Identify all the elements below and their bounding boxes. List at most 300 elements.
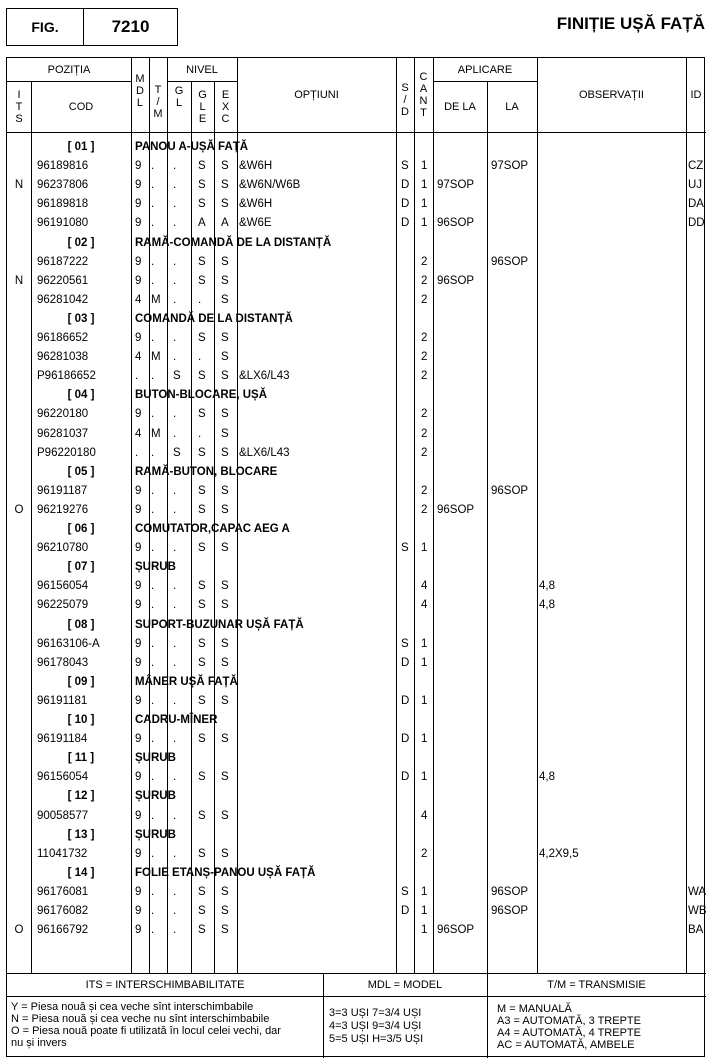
exc-value: S bbox=[221, 599, 229, 612]
exc-value: S bbox=[221, 503, 229, 516]
exc-value: S bbox=[221, 255, 229, 268]
exc-value: S bbox=[221, 771, 229, 784]
parts-table bbox=[6, 57, 705, 1057]
tm-value: . bbox=[151, 885, 155, 898]
section-title: CADRU-MÎNER bbox=[135, 714, 218, 726]
cant-value: 2 bbox=[421, 351, 428, 364]
cant-value: 2 bbox=[421, 847, 428, 860]
tm-value: . bbox=[151, 255, 155, 268]
gle-value: . bbox=[198, 351, 202, 364]
gle-value: S bbox=[198, 885, 206, 898]
tm-value: . bbox=[151, 198, 155, 211]
header-gle: G L E bbox=[198, 88, 207, 125]
header-la: LA bbox=[505, 100, 519, 113]
gl-value: . bbox=[173, 542, 177, 555]
sd-value: D bbox=[401, 733, 410, 746]
gle-value: S bbox=[198, 370, 206, 383]
cant-value: 2 bbox=[421, 255, 428, 268]
part-code: P96186652 bbox=[37, 370, 96, 383]
tm-value: . bbox=[151, 580, 155, 593]
part-code: 96191181 bbox=[37, 694, 88, 707]
cant-value: 2 bbox=[421, 503, 428, 516]
legend-its-line: O = Piesa nouă poate fi utilizată în locul celei vechi, dar bbox=[11, 1025, 281, 1037]
tm-value: . bbox=[151, 733, 155, 746]
part-code: 96189818 bbox=[37, 198, 89, 211]
part-code: 96191184 bbox=[37, 733, 88, 746]
cant-value: 2 bbox=[421, 484, 428, 497]
mdl-value: 9 bbox=[135, 580, 142, 593]
cant-value: 1 bbox=[421, 179, 428, 192]
gle-value: . bbox=[198, 293, 202, 306]
part-code: 96219276 bbox=[37, 503, 89, 516]
sd-value: S bbox=[401, 637, 409, 650]
observatii-value: 4,2X9,5 bbox=[539, 847, 579, 860]
cant-value: 1 bbox=[421, 733, 428, 746]
gle-value: S bbox=[198, 332, 206, 344]
part-code: 96166792 bbox=[37, 924, 89, 937]
gle-value: S bbox=[198, 847, 206, 860]
header-observatii: OBSERVAȚII bbox=[578, 89, 644, 101]
gl-value: . bbox=[173, 637, 177, 650]
gle-value: S bbox=[198, 179, 206, 192]
header-exc: E X C bbox=[221, 88, 230, 125]
tm-value: . bbox=[151, 484, 155, 497]
observatii-value: 4,8 bbox=[539, 599, 555, 612]
option-value: &W6H bbox=[239, 160, 273, 173]
part-code: 96176081 bbox=[37, 885, 89, 898]
exc-value: S bbox=[221, 694, 229, 707]
legend-mdl-line: 4=3 UȘI 9=3/4 UȘI bbox=[329, 1020, 422, 1032]
de-la-value: 97SOP bbox=[437, 179, 475, 192]
gl-value: S bbox=[173, 370, 181, 383]
de-la-value: 96SOP bbox=[437, 503, 475, 516]
legend-its-line: Y = Piesa nouă și cea veche sînt interschimbabile bbox=[11, 1001, 254, 1013]
mdl-value: 4 bbox=[135, 293, 142, 306]
section-title: COMUTATOR,CAPAC AEG A bbox=[135, 523, 290, 535]
section-title: SUPORT-BUZUNAR UȘĂ FAȚĂ bbox=[135, 618, 304, 631]
option-value: &W6H bbox=[239, 198, 273, 211]
exc-value: S bbox=[221, 351, 229, 364]
cant-value: 2 bbox=[421, 370, 428, 383]
part-code: 96210780 bbox=[37, 542, 89, 555]
cant-value: 2 bbox=[421, 332, 428, 344]
gle-value: S bbox=[198, 771, 206, 784]
gl-value: . bbox=[173, 198, 177, 211]
part-code: 96186652 bbox=[37, 332, 89, 344]
cant-value: 1 bbox=[421, 637, 428, 650]
exc-value: S bbox=[221, 160, 229, 173]
section-title: ȘURUB bbox=[135, 828, 176, 841]
cant-value: 4 bbox=[421, 809, 428, 822]
exc-value: S bbox=[221, 408, 229, 421]
tm-value: . bbox=[151, 408, 155, 421]
its-value: O bbox=[14, 503, 24, 516]
id-value: DA bbox=[688, 198, 704, 211]
gl-value: . bbox=[173, 656, 177, 669]
mdl-value: 9 bbox=[135, 847, 142, 860]
mdl-value: 9 bbox=[135, 503, 142, 516]
gl-value: . bbox=[173, 484, 177, 497]
cant-value: 1 bbox=[421, 771, 428, 784]
position-number: [ 11 ] bbox=[67, 752, 95, 765]
cant-value: 1 bbox=[421, 217, 428, 230]
section-title: ȘURUB bbox=[135, 752, 176, 765]
section-title: COMANDĂ DE LA DISTANȚĂ bbox=[135, 312, 293, 325]
part-code: 96178043 bbox=[37, 656, 89, 669]
position-number: [ 06 ] bbox=[67, 523, 95, 535]
tm-value: . bbox=[151, 446, 155, 459]
cant-value: 1 bbox=[421, 694, 428, 707]
section-title: ȘURUB bbox=[135, 790, 176, 803]
header-de-la: DE LA bbox=[444, 100, 476, 113]
tm-value: . bbox=[151, 905, 155, 917]
section-title: RAMĂ-BUTON, BLOCARE bbox=[135, 465, 278, 478]
exc-value: S bbox=[221, 179, 229, 192]
tm-value: . bbox=[151, 332, 155, 344]
gl-value: . bbox=[173, 580, 177, 593]
cant-value: 1 bbox=[421, 542, 428, 555]
gle-value: S bbox=[198, 924, 206, 937]
de-la-value: 96SOP bbox=[437, 924, 475, 937]
exc-value: S bbox=[221, 427, 229, 440]
observatii-value: 4,8 bbox=[539, 580, 555, 593]
la-value: 96SOP bbox=[491, 905, 529, 917]
tm-value: . bbox=[151, 370, 155, 383]
tm-value: M bbox=[151, 293, 161, 306]
its-value: O bbox=[14, 924, 24, 937]
sd-value: D bbox=[401, 198, 410, 211]
column-divider bbox=[396, 58, 397, 973]
exc-value: S bbox=[221, 293, 229, 306]
position-number: [ 01 ] bbox=[67, 141, 95, 153]
part-code: 96156054 bbox=[37, 580, 89, 593]
tm-value: . bbox=[151, 694, 155, 707]
mdl-value: 9 bbox=[135, 179, 142, 192]
option-value: &LX6/L43 bbox=[239, 446, 290, 459]
mdl-value: 9 bbox=[135, 771, 142, 784]
part-code: 96176082 bbox=[37, 905, 89, 917]
mdl-value: 9 bbox=[135, 274, 142, 287]
gl-value: . bbox=[173, 694, 177, 707]
gle-value: S bbox=[198, 503, 206, 516]
gle-value: S bbox=[198, 905, 206, 917]
option-value: &W6N/W6B bbox=[239, 179, 301, 192]
sd-value: S bbox=[401, 160, 409, 173]
gle-value: S bbox=[198, 580, 206, 593]
id-value: WB bbox=[688, 905, 707, 917]
mdl-value: 9 bbox=[135, 809, 142, 822]
mdl-value: 9 bbox=[135, 255, 142, 268]
header-bottom-line bbox=[7, 132, 706, 133]
cant-value: 2 bbox=[421, 293, 428, 306]
la-value: 96SOP bbox=[491, 255, 529, 268]
tm-value: . bbox=[151, 847, 155, 860]
header-nivel: NIVEL bbox=[186, 63, 218, 76]
id-value: WA bbox=[688, 885, 707, 898]
section-title: RAMĂ-COMANDĂ DE LA DISTANȚĂ bbox=[135, 236, 332, 249]
exc-value: S bbox=[221, 905, 229, 917]
sd-value: D bbox=[401, 217, 410, 230]
fig-label: FIG. bbox=[7, 9, 84, 45]
part-code: 96156054 bbox=[37, 771, 89, 784]
header-pozitia: POZIȚIA bbox=[47, 63, 91, 76]
tm-value: . bbox=[151, 179, 155, 192]
gl-value: . bbox=[173, 733, 177, 746]
part-code: 11041732 bbox=[37, 847, 88, 860]
header-gl: G L bbox=[174, 84, 184, 109]
option-value: &LX6/L43 bbox=[239, 370, 290, 383]
cant-value: 2 bbox=[421, 408, 428, 421]
legend-its-line: nu și invers bbox=[11, 1037, 67, 1049]
part-code: 96281037 bbox=[37, 427, 89, 440]
gl-value: . bbox=[173, 885, 177, 898]
part-code: 96220180 bbox=[37, 408, 89, 421]
tm-value: . bbox=[151, 809, 155, 822]
part-code: 96225079 bbox=[37, 599, 89, 612]
gle-value: S bbox=[198, 198, 206, 211]
gl-value: . bbox=[173, 179, 177, 192]
gle-value: S bbox=[198, 542, 206, 555]
id-value: CZ bbox=[688, 160, 704, 173]
legend-mdl-title: MDL = MODEL bbox=[367, 979, 443, 991]
position-number: [ 03 ] bbox=[67, 312, 95, 325]
section-title: ȘURUB bbox=[135, 561, 176, 574]
tm-value: . bbox=[151, 217, 155, 230]
part-code: 96220561 bbox=[37, 274, 89, 287]
mdl-value: 9 bbox=[135, 332, 142, 344]
gl-value: . bbox=[173, 905, 177, 917]
cant-value: 1 bbox=[421, 905, 428, 917]
gl-value: S bbox=[173, 446, 181, 459]
mdl-value: 9 bbox=[135, 599, 142, 612]
exc-value: S bbox=[221, 885, 229, 898]
figure-label-box bbox=[6, 8, 178, 46]
exc-value: S bbox=[221, 733, 229, 746]
column-divider bbox=[414, 58, 415, 973]
gl-value: . bbox=[173, 274, 177, 287]
de-la-value: 96SOP bbox=[437, 274, 475, 287]
header-optiuni: OPȚIUNI bbox=[294, 89, 339, 101]
mdl-value: 9 bbox=[135, 885, 142, 898]
id-value: BA bbox=[688, 924, 704, 937]
cant-value: 1 bbox=[421, 656, 428, 669]
sd-value: S bbox=[401, 542, 409, 555]
mdl-value: 9 bbox=[135, 733, 142, 746]
header-mdl: M D L bbox=[135, 73, 145, 109]
gl-value: . bbox=[173, 408, 177, 421]
gl-value: . bbox=[173, 503, 177, 516]
exc-value: S bbox=[221, 484, 229, 497]
gl-value: . bbox=[173, 427, 177, 440]
exc-value: S bbox=[221, 446, 229, 459]
gle-value: S bbox=[198, 255, 206, 268]
mdl-value: 9 bbox=[135, 656, 142, 669]
fig-number: 7210 bbox=[111, 17, 150, 36]
mdl-value: 9 bbox=[135, 160, 142, 173]
mdl-value: . bbox=[135, 370, 139, 383]
exc-value: S bbox=[221, 370, 229, 383]
its-value: N bbox=[14, 179, 24, 192]
gle-value: S bbox=[198, 160, 206, 173]
legend-its-line: N = Piesa nouă și cea veche nu sînt interschimbabile bbox=[11, 1013, 270, 1025]
legend-top-line bbox=[7, 973, 706, 974]
tm-value: . bbox=[151, 160, 155, 173]
part-code: 96237806 bbox=[37, 179, 89, 192]
gle-value: S bbox=[198, 274, 206, 287]
cant-value: 1 bbox=[421, 885, 428, 898]
id-value: DD bbox=[688, 217, 705, 230]
exc-value: S bbox=[221, 847, 229, 860]
header-cant: C A N T bbox=[419, 71, 428, 119]
part-code: 96191187 bbox=[37, 484, 88, 497]
gl-value: . bbox=[173, 293, 177, 306]
legend-tm-line: A3 = AUTOMATĂ, 3 TREPTE bbox=[497, 1015, 641, 1027]
position-number: [ 09 ] bbox=[67, 675, 95, 688]
gl-value: . bbox=[173, 924, 177, 937]
part-code: P96220180 bbox=[37, 446, 96, 459]
legend-tm-line: M = MANUALĂ bbox=[497, 1003, 572, 1015]
header-its: I T S bbox=[15, 88, 23, 125]
part-code: 96191080 bbox=[37, 217, 89, 230]
sd-value: D bbox=[401, 771, 410, 784]
gl-value: . bbox=[173, 217, 177, 230]
position-number: [ 07 ] bbox=[67, 561, 95, 574]
sd-value: D bbox=[401, 694, 410, 707]
section-title: BUTON-BLOCARE, UȘĂ bbox=[135, 389, 268, 402]
exc-value: S bbox=[221, 332, 229, 344]
tm-value: M bbox=[151, 351, 161, 364]
mdl-value: 9 bbox=[135, 542, 142, 555]
mdl-value: 9 bbox=[135, 924, 142, 937]
position-number: [ 13 ] bbox=[67, 828, 95, 841]
part-code: 96281038 bbox=[37, 351, 89, 364]
la-value: 96SOP bbox=[491, 484, 529, 497]
mdl-value: 9 bbox=[135, 198, 142, 211]
part-code: 96187222 bbox=[37, 255, 89, 268]
gl-value: . bbox=[173, 809, 177, 822]
gle-value: S bbox=[198, 599, 206, 612]
legend-tm-line: A4 = AUTOMATĂ, 4 TREPTE bbox=[497, 1027, 641, 1039]
gle-value: S bbox=[198, 446, 206, 459]
tm-value: . bbox=[151, 503, 155, 516]
la-value: 96SOP bbox=[491, 885, 529, 898]
position-number: [ 12 ] bbox=[67, 790, 95, 803]
sd-value: D bbox=[401, 656, 410, 669]
header-id: ID bbox=[690, 89, 702, 101]
mdl-value: . bbox=[135, 446, 139, 459]
part-code: 90058577 bbox=[37, 809, 89, 822]
cant-value: 1 bbox=[421, 924, 428, 937]
position-number: [ 08 ] bbox=[67, 618, 95, 631]
legend-mdl-line: 3=3 UȘI 7=3/4 UȘI bbox=[329, 1007, 422, 1019]
legend-tm-title: T/M = TRANSMISIE bbox=[547, 979, 646, 991]
cant-value: 2 bbox=[421, 274, 428, 287]
cant-value: 4 bbox=[421, 599, 428, 612]
exc-value: S bbox=[221, 274, 229, 287]
legend-tm-line: AC = AUTOMATĂ, AMBELE bbox=[497, 1039, 635, 1051]
tm-value: . bbox=[151, 656, 155, 669]
option-value: &W6E bbox=[239, 217, 272, 230]
gle-value: S bbox=[198, 656, 206, 669]
sd-value: S bbox=[401, 885, 409, 898]
gl-value: . bbox=[173, 599, 177, 612]
tm-value: . bbox=[151, 771, 155, 784]
gle-value: A bbox=[198, 217, 206, 230]
header-tm: T / M bbox=[153, 84, 163, 120]
cant-value: 2 bbox=[421, 446, 428, 459]
tm-value: . bbox=[151, 599, 155, 612]
mdl-value: 4 bbox=[135, 351, 142, 364]
tm-value: . bbox=[151, 924, 155, 937]
header-aplicare: APLICARE bbox=[457, 63, 513, 76]
its-value: N bbox=[14, 274, 24, 287]
part-code: 96189816 bbox=[37, 160, 89, 173]
gle-value: S bbox=[198, 484, 206, 497]
mdl-value: 4 bbox=[135, 427, 142, 440]
cant-value: 4 bbox=[421, 580, 428, 593]
tm-value: . bbox=[151, 274, 155, 287]
gl-value: . bbox=[173, 255, 177, 268]
position-number: [ 14 ] bbox=[67, 866, 95, 879]
exc-value: S bbox=[221, 637, 229, 650]
sd-value: D bbox=[401, 179, 410, 192]
exc-value: S bbox=[221, 809, 229, 822]
exc-value: S bbox=[221, 580, 229, 593]
gl-value: . bbox=[173, 332, 177, 344]
mdl-value: 9 bbox=[135, 484, 142, 497]
cant-value: 2 bbox=[421, 427, 428, 440]
section-title: FOLIE ETANȘ-PANOU UȘĂ FAȚĂ bbox=[135, 866, 316, 879]
mdl-value: 9 bbox=[135, 217, 142, 230]
position-number: [ 04 ] bbox=[67, 389, 95, 402]
legend-title-line bbox=[7, 996, 706, 997]
section-title: MÂNER UȘĂ FAȚĂ bbox=[135, 675, 238, 688]
position-number: [ 02 ] bbox=[67, 236, 95, 249]
legend-mdl-line: 5=5 UȘI H=3/5 UȘI bbox=[329, 1033, 424, 1045]
sd-value: D bbox=[401, 905, 410, 917]
gle-value: . bbox=[198, 427, 202, 440]
tm-value: M bbox=[151, 427, 161, 440]
gl-value: . bbox=[173, 771, 177, 784]
section-title: PANOU A-UȘĂ FAȚĂ bbox=[135, 141, 249, 153]
mdl-value: 9 bbox=[135, 637, 142, 650]
id-value: UJ bbox=[688, 179, 703, 192]
exc-value: A bbox=[221, 217, 229, 230]
gle-value: S bbox=[198, 408, 206, 421]
exc-value: S bbox=[221, 924, 229, 937]
part-code: 96281042 bbox=[37, 293, 89, 306]
exc-value: S bbox=[221, 656, 229, 669]
mdl-value: 9 bbox=[135, 694, 142, 707]
observatii-value: 4,8 bbox=[539, 771, 555, 784]
legend-its-title: ITS = INTERSCHIMBABILITATE bbox=[85, 979, 245, 991]
part-code: 96163106-A bbox=[37, 637, 100, 650]
exc-value: S bbox=[221, 198, 229, 211]
column-divider bbox=[686, 58, 687, 973]
page-title: FINIȚIE UȘĂ FAȚĂ bbox=[556, 14, 705, 33]
column-divider bbox=[31, 132, 32, 973]
gl-value: . bbox=[173, 351, 177, 364]
position-number: [ 05 ] bbox=[67, 465, 95, 478]
la-value: 97SOP bbox=[491, 160, 529, 173]
header-sd: S / D bbox=[401, 82, 409, 118]
cant-value: 1 bbox=[421, 198, 428, 211]
gl-value: . bbox=[173, 160, 177, 173]
position-number: [ 10 ] bbox=[67, 714, 95, 726]
tm-value: . bbox=[151, 637, 155, 650]
column-divider bbox=[537, 58, 538, 973]
de-la-value: 96SOP bbox=[437, 217, 475, 230]
